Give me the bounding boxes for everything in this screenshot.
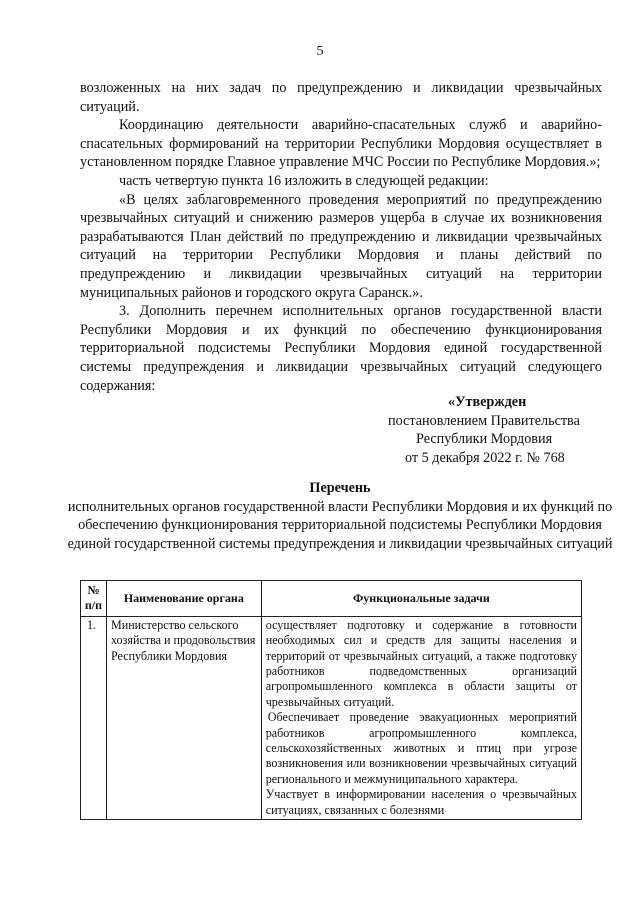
- page-number: 5: [316, 44, 324, 59]
- task-paragraph: Участвует в информировании населения о чрезвычайных ситуациях, связанных с болезнями: [265, 787, 577, 817]
- paragraph-continuation: возложенных на них задач по предупреждению и ликвидации чрезвычайных ситуаций.: [80, 80, 602, 115]
- approval-line-2: Республики Мордовия: [416, 431, 553, 448]
- row-organ: Министерство сельского хозяйства и продовольствия Республики Мордовия: [106, 616, 261, 819]
- table-header-row: [81, 581, 582, 617]
- list-title: Перечень: [309, 480, 371, 496]
- approval-line-3: от 5 декабря 2022 г. № 768: [405, 449, 565, 466]
- paragraph-amendment-intro: часть четвертую пункта 16 изложить в следующей редакции:: [119, 172, 489, 189]
- paragraph-amendment-text: «В целях заблаговременного проведения мероприятий по предупреждению чрезвычайных ситуаций и снижению размеров ущерба в случае их возникновения разрабатываются План действий по предупреждению и ликвидации чрезвычайных ситуаций на территории Республики Мордовия и планы действий по предупреждению и ликвидации чрезвычайных ситуаций на территории муниципальных районов и городского округа Саранск.».: [80, 191, 602, 301]
- paragraph-item-3: 3. Дополнить перечнем исполнительных органов государственной власти Республики Мордовия и их функций по обеспечению функционирования территориальной подсистемы Республики Мордовия единой государственной системы предупреждения и ликвидации чрезвычайных ситуаций следующего содержания:: [80, 303, 602, 394]
- list-subtitle: исполнительных органов государственной власти Республики Мордовия и их функций по обеспечению функционирования территориальной подсистемы Республики Мордовия единой государственной системы предупреждения и ликвидации чрезвычайных ситуаций: [67, 498, 613, 552]
- paragraph-coordination: Координацию деятельности аварийно-спасательных служб и аварийно-спасательных формирований на территории Республики Мордовия осуществляет в установленном порядке Главное управление МЧС России по Республике Мордовия.»;: [80, 117, 602, 171]
- functions-table: [80, 580, 582, 820]
- header-tasks: Функциональные задачи: [261, 581, 581, 617]
- approval-line-1: постановлением Правительства: [388, 412, 580, 429]
- list-heading: [60, 479, 620, 553]
- approval-stamp-block: [388, 393, 603, 467]
- approval-title: «Утвержден: [448, 394, 527, 410]
- task-paragraph: осуществляет подготовку и содержание в готовности необходимых сил и средств для защиты населения и территорий от чрезвычайных ситуаций, а также подготовку работников подведомственных организаций агропромышленного комплекса в области защиты от чрезвычайных ситуаций.: [265, 617, 577, 709]
- row-number: 1.: [81, 616, 107, 819]
- header-organ: Наименование органа: [106, 581, 261, 617]
- table-row: [81, 616, 582, 819]
- document-body: [80, 79, 602, 395]
- task-paragraph: Обеспечивает проведение эвакуационных мероприятий работников агропромышленного комплекса, сельскохозяйственных животных и птиц при угрозе возникновения или возникновении чрезвычайных ситуаций регионального и межмуниципального характера.: [265, 710, 577, 786]
- row-tasks: [261, 616, 581, 819]
- header-number: № п/п: [81, 581, 107, 617]
